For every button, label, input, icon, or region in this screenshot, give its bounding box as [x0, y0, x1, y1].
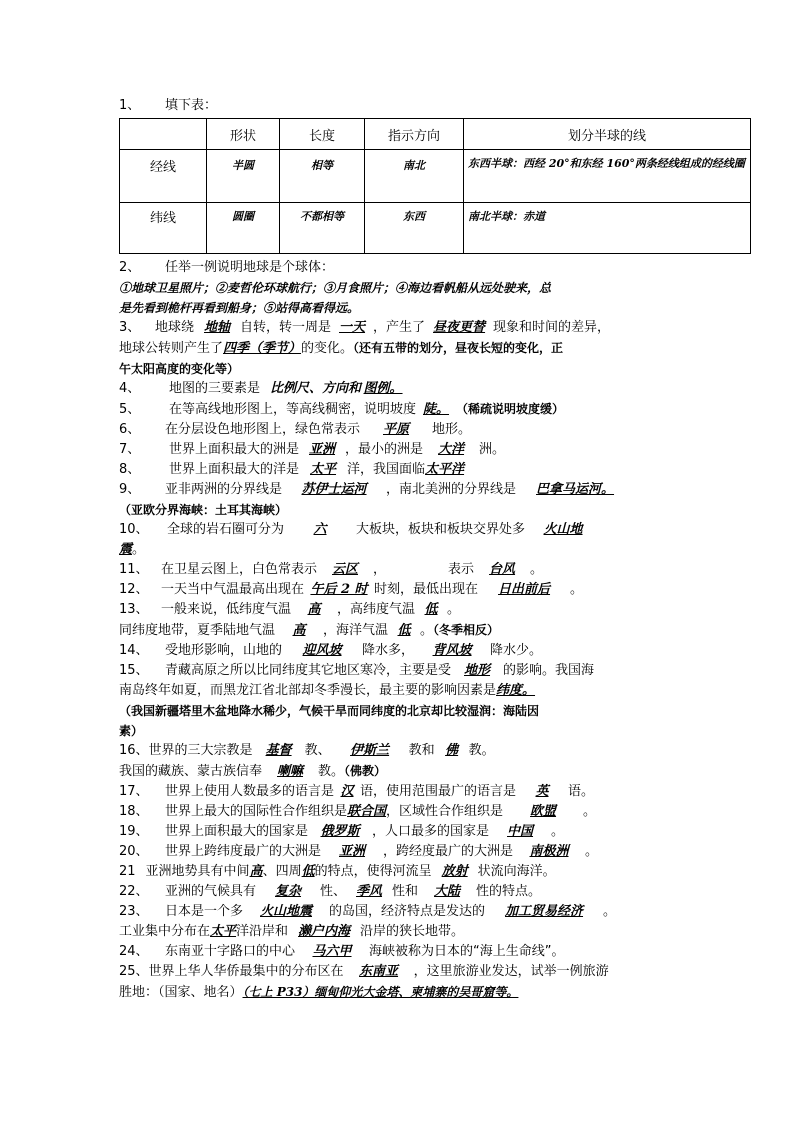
- question-text: ，人口最多的国家是: [372, 824, 490, 839]
- question-text: 世界上面积最大的国家是: [165, 824, 309, 839]
- answer-blank: 佛: [445, 743, 459, 758]
- question-13: [119, 600, 679, 620]
- answer-blank: 迎风坡: [302, 643, 342, 658]
- table-cell: 圆圈: [207, 203, 280, 254]
- question-number: 3、: [119, 320, 141, 335]
- question-text: 。: [583, 804, 597, 819]
- question-text: 沿岸的狭长地带。: [360, 924, 465, 939]
- answer-blank: 低: [397, 623, 411, 638]
- note-text: （还有五带的划分，昼夜长短的变化，正: [353, 341, 564, 355]
- question-text: 教和: [408, 743, 435, 758]
- table-cell: 经线: [120, 150, 207, 203]
- question-number: 7、: [119, 442, 141, 457]
- question-text: 的特点，使得河流呈: [314, 864, 432, 879]
- question-text: 洋，我国面临: [347, 462, 426, 477]
- question-number: 18、: [119, 804, 149, 819]
- question-4: [119, 379, 679, 399]
- question-text: 亚洲的气候具有: [165, 884, 257, 899]
- question-text: 工业集中分布在: [119, 924, 211, 939]
- question-14: [119, 641, 679, 661]
- question-text: 南岛终年如夏，而黑龙江省北部却冬季漫长，最主要的影响因素是: [119, 683, 497, 698]
- question-text: 性、: [320, 884, 347, 899]
- question-number: 15、: [119, 663, 149, 678]
- question-number: 2、: [119, 260, 141, 275]
- answer-blank: 震: [119, 542, 133, 557]
- answer-blank: 放射: [441, 864, 468, 879]
- answer-blank: 加工贸易经济: [505, 904, 584, 919]
- note-text: 素）: [119, 724, 144, 738]
- question-16-cont: [119, 761, 679, 782]
- note-text: （稀疏说明坡度缓）: [456, 402, 565, 416]
- answer-blank: 南极洲: [529, 844, 569, 859]
- question-text: ，海洋气温: [323, 623, 389, 638]
- question-text: 世界上使用人数最多的语言是: [165, 784, 335, 799]
- question-text: 地球绕: [155, 320, 195, 335]
- answer-blank: 六: [313, 522, 327, 537]
- answer-blank: 巴拿马运河。: [536, 482, 615, 497]
- question-number: 22、: [119, 884, 149, 899]
- table-cell: 东西半球：西经 20°和东经 160°两条经线组成的经线圈: [464, 150, 751, 203]
- question-text: 洋沿岸和: [236, 924, 289, 939]
- answer-blank: 基督: [265, 743, 292, 758]
- answer-blank: 太平洋: [425, 462, 465, 477]
- question-6: [119, 420, 679, 440]
- question-text: 教。: [468, 743, 495, 758]
- question-text: 在等高线地形图上，等高线稠密，说明坡度: [169, 402, 417, 417]
- answer-blank: （七上 P33）缅甸仰光大金塔、柬埔寨的吴哥窟等。: [242, 985, 519, 999]
- note-text: （我国新疆塔里木盆地降水稀少，气候干旱而同纬度的北京却比较湿润：海陆因: [119, 704, 540, 718]
- question-text: 。: [530, 562, 544, 577]
- answer-blank: 季风: [356, 884, 383, 899]
- question-text: 洲。: [479, 442, 506, 457]
- answer-blank: 汉: [340, 784, 354, 799]
- answer-blank: 低: [424, 602, 438, 617]
- question-number: 24、: [119, 944, 149, 959]
- question-20: [119, 842, 679, 862]
- question-text: 世界上跨纬度最广的大洲是: [165, 844, 322, 859]
- question-25: [119, 962, 679, 982]
- answer-blank: 喇嘛: [277, 764, 304, 779]
- answer-blank: 英: [535, 784, 549, 799]
- answer-blank: 高: [249, 864, 263, 879]
- question-number: 4、: [119, 381, 141, 396]
- answer-blank: 太平: [210, 924, 237, 939]
- question-19: [119, 822, 679, 842]
- question-23: [119, 902, 679, 922]
- question-15: [119, 661, 679, 681]
- question-text: 语。: [568, 784, 595, 799]
- header-cell: [120, 119, 207, 150]
- question-text: 降水少。: [490, 643, 543, 658]
- question-25-cont: [119, 982, 679, 1003]
- answer-blank: 午后 2 时: [310, 582, 368, 597]
- question-17: [119, 782, 679, 802]
- question-21: [119, 862, 679, 882]
- answer-blank: 昼夜更替: [433, 320, 486, 335]
- note-text: （冬季相反）: [433, 623, 500, 637]
- question-text: 。: [132, 542, 146, 557]
- question-text: 。: [551, 824, 565, 839]
- question-number: 6、: [119, 422, 141, 437]
- question-text: ，区域性合作组织是: [386, 804, 504, 819]
- answer-blank: 平原: [383, 422, 410, 437]
- question-12: [119, 580, 679, 600]
- answer-blank: 欧盟: [530, 804, 557, 819]
- answer-blank: 四季（季节）: [223, 341, 302, 356]
- answer-blank: 背风坡: [432, 643, 472, 658]
- answer-line: 是先看到桅杆再看到船身；⑤站得高看得远。: [119, 301, 360, 315]
- question-number: 12、: [119, 582, 149, 597]
- answer-blank: 图例。: [363, 381, 403, 396]
- question-text: 。: [420, 623, 434, 638]
- answer-blank: 马六甲: [312, 944, 352, 959]
- question-2: [119, 258, 679, 278]
- worksheet: [119, 96, 745, 1003]
- question-text: 语，使用范围最广的语言是: [360, 784, 517, 799]
- answer-blank: 陡。: [423, 402, 450, 417]
- answer-blank: 复杂: [275, 884, 302, 899]
- question-text: 地图的三要素是: [169, 381, 261, 396]
- question-5: [119, 399, 679, 420]
- table-cell: 相等: [280, 150, 365, 203]
- question-number: 21: [119, 864, 136, 879]
- question-text: 全球的岩石圈可分为: [167, 522, 285, 537]
- question-15-cont: [119, 681, 679, 701]
- header-cell: 划分半球的线: [464, 119, 751, 150]
- answer-blank: 东南亚: [359, 964, 399, 979]
- question-text: 。: [447, 602, 461, 617]
- question-3-cont: [119, 338, 679, 359]
- question-number: 16、: [119, 743, 149, 758]
- question-text: 世界上华人华侨最集中的分布区在: [148, 964, 344, 979]
- question-text: 受地形影响，山地的: [165, 643, 283, 658]
- answer-blank: 亚洲: [339, 844, 366, 859]
- answer-blank: 火山地震: [260, 904, 313, 919]
- answer-blank: 高: [307, 602, 321, 617]
- question-number: 13、: [119, 602, 149, 617]
- question-number: 11、: [119, 562, 149, 577]
- question-number: 19、: [119, 824, 149, 839]
- question-number: 23、: [119, 904, 149, 919]
- question-text: 。: [570, 582, 584, 597]
- answer-blank: 低: [301, 864, 315, 879]
- table-cell: 纬线: [120, 203, 207, 254]
- question-number: 25、: [119, 964, 149, 979]
- table-row: [120, 203, 751, 254]
- question-text: 在卫星云图上，白色常表示: [161, 562, 318, 577]
- question-number: 5、: [119, 402, 141, 417]
- question-text: 任举一例说明地球是个球体：: [165, 260, 335, 275]
- question-text: ，跨经度最广的大洲是: [383, 844, 514, 859]
- question-text: 胜地：（国家、地名）: [119, 985, 243, 1000]
- question-text: 一般来说，低纬度气温: [161, 602, 292, 617]
- question-text: 世界的三大宗教是: [148, 743, 253, 758]
- question-number: 10、: [119, 522, 149, 537]
- question-text: 的影响。我国海: [503, 663, 595, 678]
- question-text: 教、: [304, 743, 331, 758]
- table-cell: 南北: [365, 150, 464, 203]
- question-text: 性和: [392, 884, 419, 899]
- answer-blank: 日出前后: [498, 582, 551, 597]
- question-text: 亚洲地势具有中间: [145, 864, 250, 879]
- question-text: 地球公转则产生了: [119, 341, 224, 356]
- question-text: 自转，转一周是: [240, 320, 332, 335]
- question-text: ，: [373, 562, 387, 577]
- question-text: 表示: [448, 562, 475, 577]
- answer-blank: 大陆: [434, 884, 461, 899]
- question-number: 8、: [119, 462, 141, 477]
- answer-blank: 濑户内海: [298, 924, 351, 939]
- question-number: 1、: [119, 98, 141, 113]
- question-11: [119, 560, 679, 580]
- question-text: 亚非两洲的分界线是: [165, 482, 283, 497]
- question-text: 地形。: [432, 422, 472, 437]
- answer-blank: 俄罗斯: [320, 824, 360, 839]
- question-text: 填下表：: [165, 98, 218, 113]
- question-text: 性的特点。: [476, 884, 542, 899]
- question-number: 20、: [119, 844, 149, 859]
- question-22: [119, 882, 679, 902]
- question-text: 、四周: [262, 864, 302, 879]
- table-cell: 不都相等: [280, 203, 365, 254]
- question-text: 海峡被称为日本的“海上生命线”。: [369, 944, 565, 959]
- question-10-cont: [119, 540, 679, 560]
- table-row: [120, 150, 751, 203]
- question-text: 的岛国，经济特点是发达的: [329, 904, 486, 919]
- question-23-cont: [119, 922, 679, 942]
- answer-blank: 地轴: [204, 320, 231, 335]
- answer-blank: 纬度。: [496, 683, 536, 698]
- question-text: ，最小的洲是: [345, 442, 424, 457]
- question-24: [119, 942, 679, 962]
- table-cell: 南北半球：赤道: [464, 203, 751, 254]
- question-13-cont: [119, 620, 679, 641]
- answer-blank: 苏伊士运河: [301, 482, 367, 497]
- note-text: （佛教）: [344, 764, 387, 778]
- question-text: 我国的藏族、蒙古族信奉: [119, 764, 263, 779]
- answer-blank: 火山地: [543, 522, 583, 537]
- header-cell: 形状: [207, 119, 280, 150]
- answer-blank: 地形: [464, 663, 491, 678]
- answer-line: ①地球卫星照片；②麦哲伦环球航行；③月食照片；④海边看帆船从远处驶来，总: [119, 281, 552, 295]
- question-text: ，这里旅游业发达，试举一例旅游: [413, 964, 609, 979]
- question-number: 17、: [119, 784, 149, 799]
- header-cell: 长度: [280, 119, 365, 150]
- question-number: 9、: [119, 482, 141, 497]
- question-1: [119, 96, 679, 116]
- question-text: 世界上面积最大的洲是: [169, 442, 300, 457]
- question-number: 14、: [119, 643, 149, 658]
- answer-blank: 云区: [332, 562, 359, 577]
- answer-blank: 高: [292, 623, 306, 638]
- table-header-row: [120, 119, 751, 150]
- question-3: [119, 318, 679, 338]
- answer-blank: 大洋: [438, 442, 465, 457]
- question-text: 。: [585, 844, 599, 859]
- question-text: 同纬度地带，夏季陆地气温: [119, 623, 276, 638]
- question-text: 青藏高原之所以比同纬度其它地区寒冷，主要是受: [165, 663, 452, 678]
- question-text: 降水多，: [362, 643, 415, 658]
- table-cell: 东西: [365, 203, 464, 254]
- header-cell: 指示方向: [365, 119, 464, 150]
- question-text: 在分层设色地形图上，绿色常表示: [165, 422, 361, 437]
- question-text: 的变化。: [301, 341, 354, 356]
- table-cell: 半圆: [207, 150, 280, 203]
- question-text: ，产生了: [373, 320, 426, 335]
- answer-blank: 台风: [489, 562, 516, 577]
- question-text: 东南亚十字路口的中心: [165, 944, 296, 959]
- question-text: ，高纬度气温: [337, 602, 416, 617]
- answer-blank: 一天: [339, 320, 366, 335]
- meridian-parallel-table: [119, 118, 751, 254]
- question-text: ，南北美洲的分界线是: [386, 482, 517, 497]
- answer-blank: 比例尺、方向和: [270, 381, 362, 396]
- question-9: [119, 480, 679, 500]
- answer-blank: 亚洲: [309, 442, 336, 457]
- question-text: 现象和时间的差异，: [493, 320, 611, 335]
- question-text: 大板块，板块和板块交界处多: [356, 522, 526, 537]
- question-text: 日本是一个多: [165, 904, 244, 919]
- question-text: 世界上最大的国际性合作组织是: [165, 804, 348, 819]
- question-7: [119, 440, 679, 460]
- answer-blank: 联合国: [347, 804, 387, 819]
- note-text: （亚欧分界海峡：土耳其海峡）: [119, 503, 288, 517]
- question-text: 世界上面积最大的洋是: [169, 462, 300, 477]
- note-text: 午太阳高度的变化等）: [119, 362, 240, 376]
- question-10: [119, 520, 679, 540]
- question-text: 一天当中气温最高出现在: [161, 582, 305, 597]
- question-text: 。: [603, 904, 617, 919]
- question-text: 状流向海洋。: [477, 864, 556, 879]
- answer-blank: 伊斯兰: [350, 743, 390, 758]
- answer-blank: 太平: [310, 462, 337, 477]
- question-16: [119, 741, 679, 761]
- answer-blank: 中国: [507, 824, 534, 839]
- question-text: 教。: [318, 764, 345, 779]
- question-18: [119, 802, 679, 822]
- question-8: [119, 460, 679, 480]
- question-text: 时刻，最低出现在: [374, 582, 479, 597]
